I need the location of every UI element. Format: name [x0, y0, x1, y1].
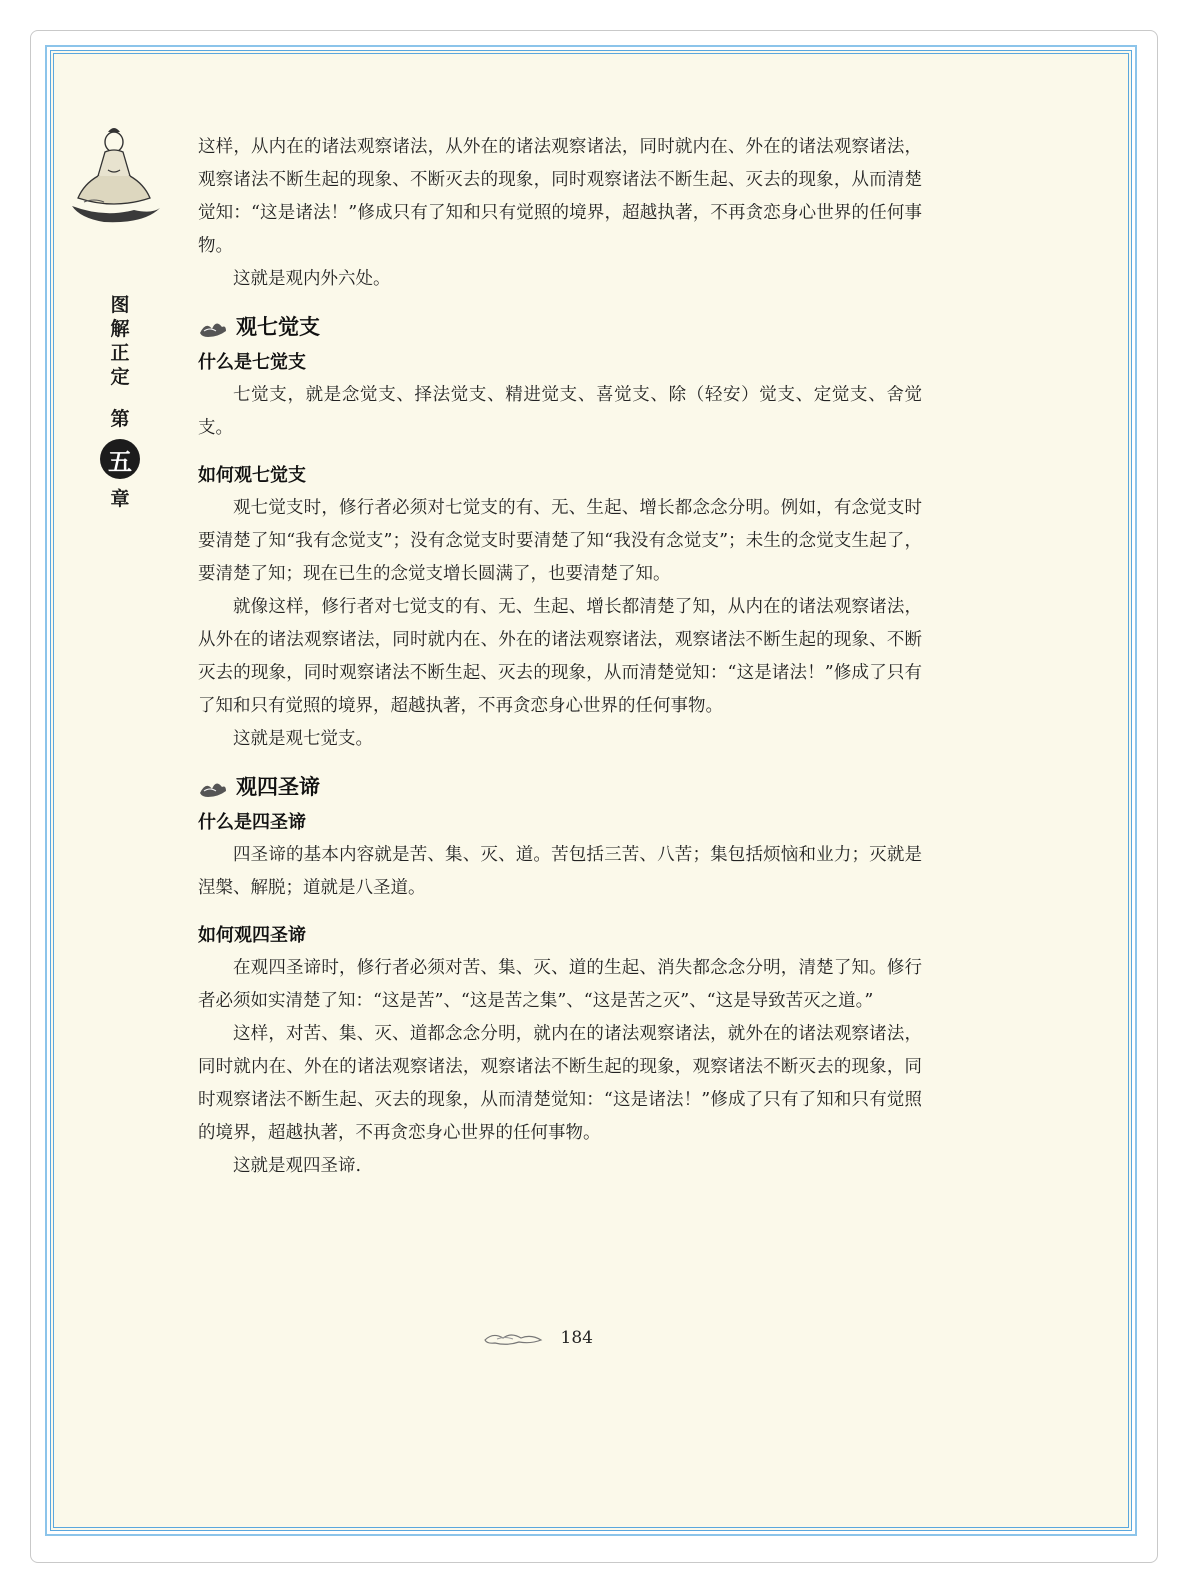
- paragraph: 这样，对苦、集、灭、道都念念分明，就内在的诸法观察诸法，就外在的诸法观察诸法，同时就内在、外在的诸法观察诸法，观察诸法不断生起的现象，观察诸法不断灭去的现象，同时观察诸法不断生起、灭去的现象，从而清楚觉知：“这是诸法！”修成了只有了知和只有觉照的境界，超越执著，不再贪恋身心世界的任何事物。: [198, 1024, 922, 1143]
- intro-paragraph: 这样，从内在的诸法观察诸法，从外在的诸法观察诸法，同时就内在、外在的诸法观察诸法，观察诸法不断生起的现象、不断灭去的现象，同时观察诸法不断生起、灭去的现象，从而清楚觉知：“这是诸法！”修成只有了知和只有觉照的境界，超越执著，不再贪恋身心世界的任何事物。: [198, 137, 922, 256]
- buddha-illustration: [64, 114, 164, 229]
- lotus-icon: [198, 315, 228, 339]
- chapter-prefix: 第: [110, 408, 130, 430]
- section-heading: [198, 772, 922, 802]
- page-number: 184: [560, 1328, 593, 1348]
- section-closing: 这就是观七觉支。: [233, 729, 373, 749]
- page-content: [198, 131, 922, 1183]
- paragraph: 七觉支，就是念觉支、择法觉支、精进觉支、喜觉支、除（轻安）觉支、定觉支、舍觉支。: [198, 385, 922, 438]
- sub-heading: 什么是七觉支: [198, 352, 306, 373]
- page-number-area: [483, 1326, 593, 1350]
- paragraph: 观七觉支时，修行者必须对七觉支的有、无、生起、增长都念念分明。例如，有念觉支时要清楚了知“我有念觉支”；没有念觉支时要清楚了知“我没有念觉支”；未生的念觉支生起了，要清楚了知；现在已生的念觉支增长圆满了，也要清楚了知。: [198, 498, 922, 584]
- section-closing: 这就是观四圣谛.: [233, 1156, 362, 1176]
- cloud-ornament-icon: [483, 1330, 551, 1346]
- sidebar-char: 解: [110, 318, 130, 340]
- section-title: 观七觉支: [236, 314, 320, 339]
- section-title: 观四圣谛: [236, 774, 320, 799]
- paragraph: 四圣谛的基本内容就是苦、集、灭、道。苦包括三苦、八苦；集包括烦恼和业力；灭就是涅槃、解脱；道就是八圣道。: [198, 845, 922, 898]
- chapter-suffix: 章: [110, 488, 130, 510]
- sidebar-char: 定: [110, 366, 130, 388]
- chapter-number-badge: 五: [100, 439, 140, 479]
- sub-heading: 如何观七觉支: [198, 465, 306, 486]
- sub-heading: 什么是四圣谛: [198, 812, 306, 833]
- sidebar-char: 正: [110, 342, 130, 364]
- chapter-sidebar: [98, 293, 142, 511]
- intro-closing: 这就是观内外六处。: [233, 269, 391, 289]
- lotus-icon: [198, 775, 228, 799]
- paragraph: 在观四圣谛时，修行者必须对苦、集、灭、道的生起、消失都念念分明，清楚了知。修行者必须如实清楚了知：“这是苦”、“这是苦之集”、“这是苦之灭”、“这是导致苦灭之道。”: [198, 958, 922, 1011]
- sidebar-char: 图: [110, 294, 130, 316]
- section-heading: [198, 312, 922, 342]
- paragraph: 就像这样，修行者对七觉支的有、无、生起、增长都清楚了知，从内在的诸法观察诸法，从外在的诸法观察诸法，同时就内在、外在的诸法观察诸法，观察诸法不断生起的现象、不断灭去的现象，同时观察诸法不断生起、灭去的现象，从而清楚觉知：“这是诸法！”修成了只有了知和只有觉照的境界，超越执著，不再贪恋身心世界的任何事物。: [198, 597, 922, 716]
- sub-heading: 如何观四圣谛: [198, 925, 306, 946]
